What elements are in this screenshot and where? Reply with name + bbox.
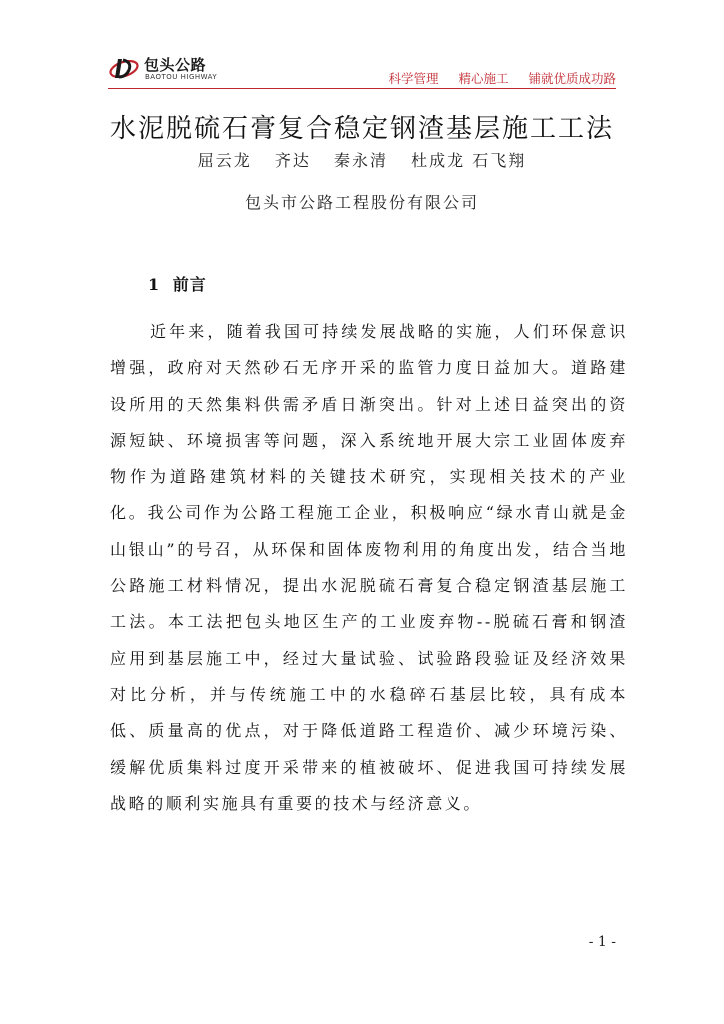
slogan-part-3: 铺就优质成功路 [528, 71, 616, 86]
slogan-part-1: 科学管理 [388, 71, 439, 86]
author-list [0, 148, 724, 171]
page-header [108, 50, 616, 88]
body-paragraph: 近年来，随着我国可持续发展战略的实施，人们环保意识增强，政府对天然砂石无序开采的监管力度日益加大。道路建设所用的天然集料供需矛盾日渐突出。针对上述日益突出的资源短缺、环境损害等问题，深入系统地开展大宗工业固体废弃物作为道路建筑材料的关键技术研究，实现相关技术的产业化。我公司作为公路工程施工企业，积极响应“绿水青山就是金山银山”的号召，从环保和固体废物利用的角度出发，结合当地公路施工材料情况，提出水泥脱硫石膏复合稳定钢渣基层施工工法。本工法把包头地区生产的工业废弃物--脱硫石膏和钢渣应用到基层施工中，经过大量试验、试验路段验证及经济效果对比分析，并与传统施工中的水稳碎石基层比较，具有成本低、质量高的优点，对于降低道路工程造价、减少环境污染、缓解优质集料过度开采带来的植被破坏、促进我国可持续发展战略的顺利实施具有重要的技术与经济意义。 [110, 322, 628, 813]
logo-text: 包头公路 [144, 56, 207, 74]
author-1: 屈云龙 [197, 151, 252, 170]
author-2: 齐达 [274, 151, 311, 170]
header-slogan [372, 69, 616, 87]
header-divider [108, 88, 616, 89]
section-title: 前言 [172, 275, 207, 294]
organization-name: 包头市公路工程股份有限公司 [244, 193, 479, 212]
company-logo [108, 52, 248, 86]
section-heading [148, 272, 207, 295]
section-number: 1 [148, 275, 161, 294]
logo-mark-icon [108, 54, 140, 82]
document-title: 水泥脱硫石膏复合稳定钢渣基层施工工法 [109, 114, 614, 144]
logo-subtext: BAOTOU HIGHWAY [145, 73, 218, 81]
author-3: 秦永清 [334, 151, 389, 170]
slogan-part-2: 精心施工 [458, 71, 509, 86]
author-4: 杜成龙 石飞翔 [411, 151, 527, 170]
page-number: - 1 - [588, 934, 616, 950]
